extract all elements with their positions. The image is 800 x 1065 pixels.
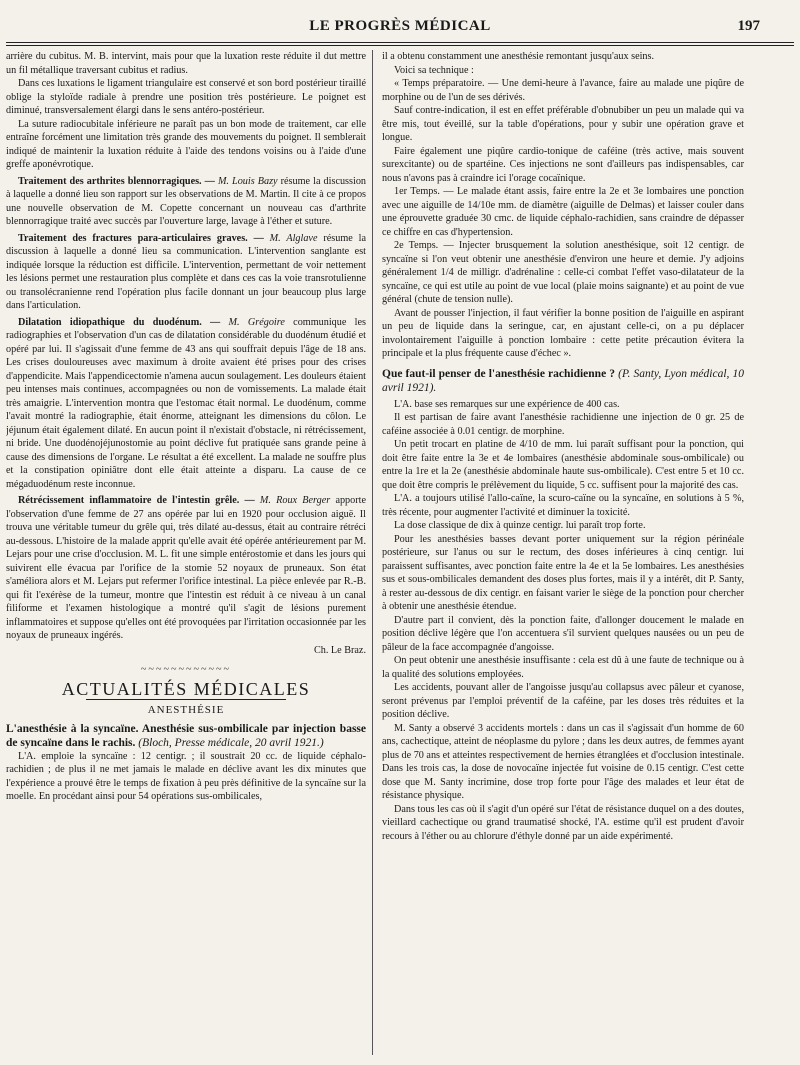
report-title: Traitement des arthrites blennorragiques. — bbox=[18, 175, 215, 187]
article-heading bbox=[382, 367, 744, 395]
article-title: Que faut-il penser de l'anesthésie rachidienne ? bbox=[382, 367, 616, 380]
paragraph: Pour les anesthésies basses devant porter uniquement sur la région périnéale postérieure, sur l'anus ou sur le rectum, des doses inférieures à cinq centigr. lui paraissent suffisantes, avec ponction faite entre la 4e et la 5e lombaires. Les anesthésies sus et sous-ombilicales demandent des doses plus fortes, mais il y a intérêt, dit P. Santy, à rester au-dessous de dix centigr. en faisant varier le siège de la ponction pour chercher à obtenir une anesthésie étendue. bbox=[382, 533, 744, 612]
page-header bbox=[0, 18, 800, 40]
page-number: 197 bbox=[737, 18, 760, 34]
article-heading bbox=[6, 722, 366, 750]
paragraph: Dans tous les cas où il s'agit d'un opéré sur l'état de résistance duquel on a des doutes, vieillard cachectique ou grand traumatisé shocké, l'A. estime qu'il est prudent d'avoir recours à l'éther ou au chlorure d'éthyle donné par un aide expérimenté. bbox=[382, 803, 744, 842]
paragraph: Il est partisan de faire avant l'anesthésie rachidienne une injection de 0 gr. 25 de caféine associée à 0.01 centigr. de morphine. bbox=[382, 412, 744, 437]
paragraph: M. Santy a observé 3 accidents mortels : dans un cas il s'agissait d'un homme de 60 ans, cachectique, atteint de néoplasme du pylore ; dans les deux autres, de femmes ayant plus de 70 ans et atteintes respectivement de hernies étranglées et d'occlusion intestinale. Dans les trois cas, la dose de novocaïne injectée fut voisine de 0.15 centigr. C'est cette dose que M. Santy incrimine, dose trop forte pour l'âge des malades et leur état de résistance physique. bbox=[382, 722, 744, 801]
paragraph: D'autre part il convient, dès la ponction faite, d'allonger doucement le malade en position déclive légère que l'on accentuera s'il survient quelques nausées ou un peu de pâleur de la face accompagnée d'angoisse. bbox=[382, 614, 744, 653]
paragraph: La suture radiocubitale inférieure ne paraît pas un bon mode de traitement, car elle entraîne forcément une limitation très grande des mouvements du poignet. Il semblerait indiqué de maintenir la luxation réduite à l'aide des tendons voisins ou à l'aide d'une greffe aponévrotique. bbox=[6, 118, 366, 170]
paragraph: On peut obtenir une anesthésie insuffisante : cela est dû à une faute de technique ou à la qualité des solutions employées. bbox=[382, 655, 744, 680]
report-author: M. Grégoire bbox=[228, 316, 285, 328]
report-title: Rétrécissement inflammatoire de l'intestin grêle. — bbox=[18, 495, 255, 506]
article-reference: (P. Santy, Lyon médical, 10 avril 1921). bbox=[382, 367, 744, 394]
paragraph: 1er Temps. — Le malade étant assis, faire entre la 2e et 3e lombaires une ponction avec une aiguille de 14/10e mm. de diamètre (aiguille de Delmas) et laisser couler dans une éprouvette graduée 30 cmc. de liquide céphalo-rachidien, sans craindre de dépasser ce chiffre en cas d'hypertension. bbox=[382, 186, 744, 238]
paragraph: La dose classique de dix à quinze centigr. lui paraît trop forte. bbox=[394, 520, 646, 531]
journal-title: LE PROGRÈS MÉDICAL bbox=[309, 18, 491, 34]
report-author: M. Alglave bbox=[269, 232, 318, 244]
report-text: résume la discussion à laquelle a donné lieu son rapport sur les observations de M. Martin. Il cite à ce propos une nouvelle observation de M. Copette concernant un nouveau cas d'arthrite blennorragique traité avec succès par l'ouverture large, lavage à l'éther et suture. bbox=[6, 175, 366, 227]
left-column bbox=[6, 50, 366, 1060]
report-text: apporte l'observation d'une femme de 27 ans opérée par lui en 1920 pour occlusion aiguë. Il trouva une véritable tumeur du grêle qui, très dilaté au-dessus, était au contraire rétréci au-dessous. L'histoire de la malade apprit qu'elle avait été opérée antérieurement par M. Lejars pour une crise d'occlusion. M. L. fit une simple entérostomie et dans les jours qui suivirent elle évacua par l'orifice de la stomie 52 noyaux de pruneaux. Son état s'améliora alors et M. Lejars put refermer l'orifice intestinal. La pièce enlevée par R.-B. qui fit l'exérèse de la tumeur, montre que l'intestin est réduit à ce niveau à un canal filiforme et l'examen histologique a montré qu'il s'agit de lésions purement inflammatoires et suppose qu'elles ont été provoquées par l'irritation occasionnée par les noyaux de pruneaux ingérés. bbox=[6, 495, 366, 641]
report-author: M. Roux Berger bbox=[259, 495, 331, 506]
paragraph: Un petit trocart en platine de 4/10 de mm. lui paraît suffisant pour la ponction, qui doit être faite entre la 3e et 4e lombaires (anesthésie abdominale sous-ombilicale) ou entre la 1re et la 2e (anesthésie abdominale haute sus-ombilicale). C'est entre 5 et 10 cc. que doit être compris le prélèvement du liquide, 5 cc. suffisent pour la majorité des cas. bbox=[382, 439, 744, 491]
paragraph: Sauf contre-indication, il est en effet préférable d'obnubiber un peu un malade qui va être mis, tout éveillé, sur la table d'opérations, pour y subir une opération grave et longue. bbox=[382, 105, 744, 143]
report-author: M. Louis Bazy bbox=[217, 175, 278, 187]
report-title: Traitement des fractures para-articulaires graves. — bbox=[18, 232, 264, 244]
right-column bbox=[382, 50, 744, 1060]
report-title: Dilatation idiopathique du duodénum. — bbox=[18, 316, 221, 328]
report-paragraph bbox=[6, 175, 366, 229]
paragraph: L'A. base ses remarques sur une expérience de 400 cas. bbox=[394, 398, 620, 410]
report-paragraph bbox=[6, 316, 366, 492]
report-paragraph bbox=[6, 494, 366, 643]
paragraph: « Temps préparatoire. — Une demi-heure à l'avance, faire au malade une piqûre de morphine ou de l'un de ses dérivés. bbox=[382, 78, 744, 103]
report-paragraph bbox=[6, 232, 366, 313]
paragraph: 2e Temps. — Injecter brusquement la solution anesthésique, soit 12 centigr. de syncaïne si l'on veut obtenir une anesthésie d'environ une heure et demie. J'y adjoins généralement 1/4 de milligr. d'adrénaline : celle-ci combat l'effet vaso-dilatateur de la syncaïne, ce qui est utile au point de vue local (plaie moins saignante) et au point de vue général (chute de tension nulle). bbox=[382, 240, 744, 305]
paragraph: L'A. emploie la syncaïne : 12 centigr. ; il soustrait 20 cc. de liquide céphalo-rachidien ; de plus il ne met jamais le malade en déclive avant les dix minutes que l'expérience a prouvé être le temps de fixation à peu près définitive de la syncaïne sur la moelle. En procédant ainsi pour 54 opérations sus-ombilicales, bbox=[6, 750, 366, 802]
paragraph: Dans ces luxations le ligament triangulaire est conservé et son bord postérieur tiraillé oblige la styloïde radiale à prendre une position très postérieure. Le poignet est diminué, transversalement élargi dans le sens antéro-postérieur. bbox=[6, 78, 366, 116]
header-rule-2 bbox=[6, 45, 794, 46]
section-rule bbox=[86, 699, 286, 700]
paragraph: Les accidents, pouvant aller de l'angoisse jusqu'au collapsus avec pâleur et cyanose, seront prévenus par l'emploi préventif de la caféine, par les doses très réduites et la position déclive. bbox=[382, 682, 744, 720]
paragraph: arrière du cubitus. M. B. intervint, mais pour que la luxation reste réduite il dut mettre un fil métallique traversant cubitus et radius. bbox=[6, 51, 366, 76]
paragraph: Avant de pousser l'injection, il faut vérifier la bonne position de l'aiguille en aspirant un peu de liquide dans la seringue, car, en ajustant celle-ci, on a pu déplacer involontairement l'aiguille à ponction lombaire : cette petite précaution évitera la principale et la plus fréquente cause d'échec ». bbox=[382, 307, 744, 359]
report-text: résume la discussion à laquelle a donné lieu sa communication. L'intervention sanglante est indiquée lorsque la réduction est difficile. L'intervention, permettant de voir nettement les lésions permet une restauration plus complète et dans ces cas la voie transrotulienne ou transolécranienne rend l'opération plus facile donnant un jour beaucoup plus large dans l'articulation. bbox=[6, 232, 366, 311]
paragraph: il a obtenu constamment une anesthésie remontant jusqu'aux seins. bbox=[382, 51, 655, 62]
paragraph: L'A. a toujours utilisé l'allo-caïne, la scuro-caïne ou la syncaïne, en solutions à 5 %, très récente, pour augmenter l'activité et diminuer la toxicité. bbox=[382, 493, 744, 518]
paragraph: Voici sa technique : bbox=[394, 64, 474, 76]
paragraph: Faire également une piqûre cardio-tonique de caféine (très active, mais souvent surexcitante) ou de spartéine. Ces injections ne sont d'ailleurs pas indispensables, car nous n'avons pas à craindre ici l'orage cocaïnique. bbox=[382, 145, 744, 184]
section-heading: ACTUALITÉS MÉDICALES bbox=[61, 678, 311, 699]
ornament-divider: ~~~~~~~~~~~~ bbox=[140, 664, 232, 675]
article-title: L'anesthésie à la syncaïne. Anesthésie sus-ombilicale par injection basse de syncaïne dans le rachis. bbox=[6, 722, 366, 749]
column-divider bbox=[372, 50, 373, 1055]
article-reference: (Bloch, Presse médicale, 20 avril 1921.) bbox=[138, 736, 324, 749]
signature: Ch. Le Braz. bbox=[313, 644, 366, 656]
subsection-heading: ANESTHÉSIE bbox=[147, 704, 225, 716]
header-rule bbox=[6, 42, 794, 43]
report-text: communique les radiographies et l'observation d'un cas de dilatation considérable du duodénum étudié et opéré par lui. Il s'agissait d'une femme de 43 ans qui souffrait depuis l'âge de 18 ans. Les crises douloureuses avec maximum à droite avaient été prises pour des crises d'appendicite. Mais l'appendicectomie n'amena aucun soulagement. Les douleurs étaient peu intenses mais continues, accompagnées ou non de vomissements. La malade était très amaigrie. L'intervention montra que l'estomac était normal. Le duodénum, comme l'avait montré la radiographie, était énorme, atteignant les dimensions du côlon. Le jéjunum était également dilaté. En aucun point il n'existait d'obstacle, ni rétrécissement, ni bride. Une duodénojéjunostomie au point déclive fut pratiquée sans grande peine à cause des dimensions de l'organe. Le résultat a été excellent. La malade ne souffre plus et la constipation opiniâtre dont elle était atteinte a disparu. La cause de ce mégaduodénum reste inconnue. bbox=[6, 316, 366, 490]
